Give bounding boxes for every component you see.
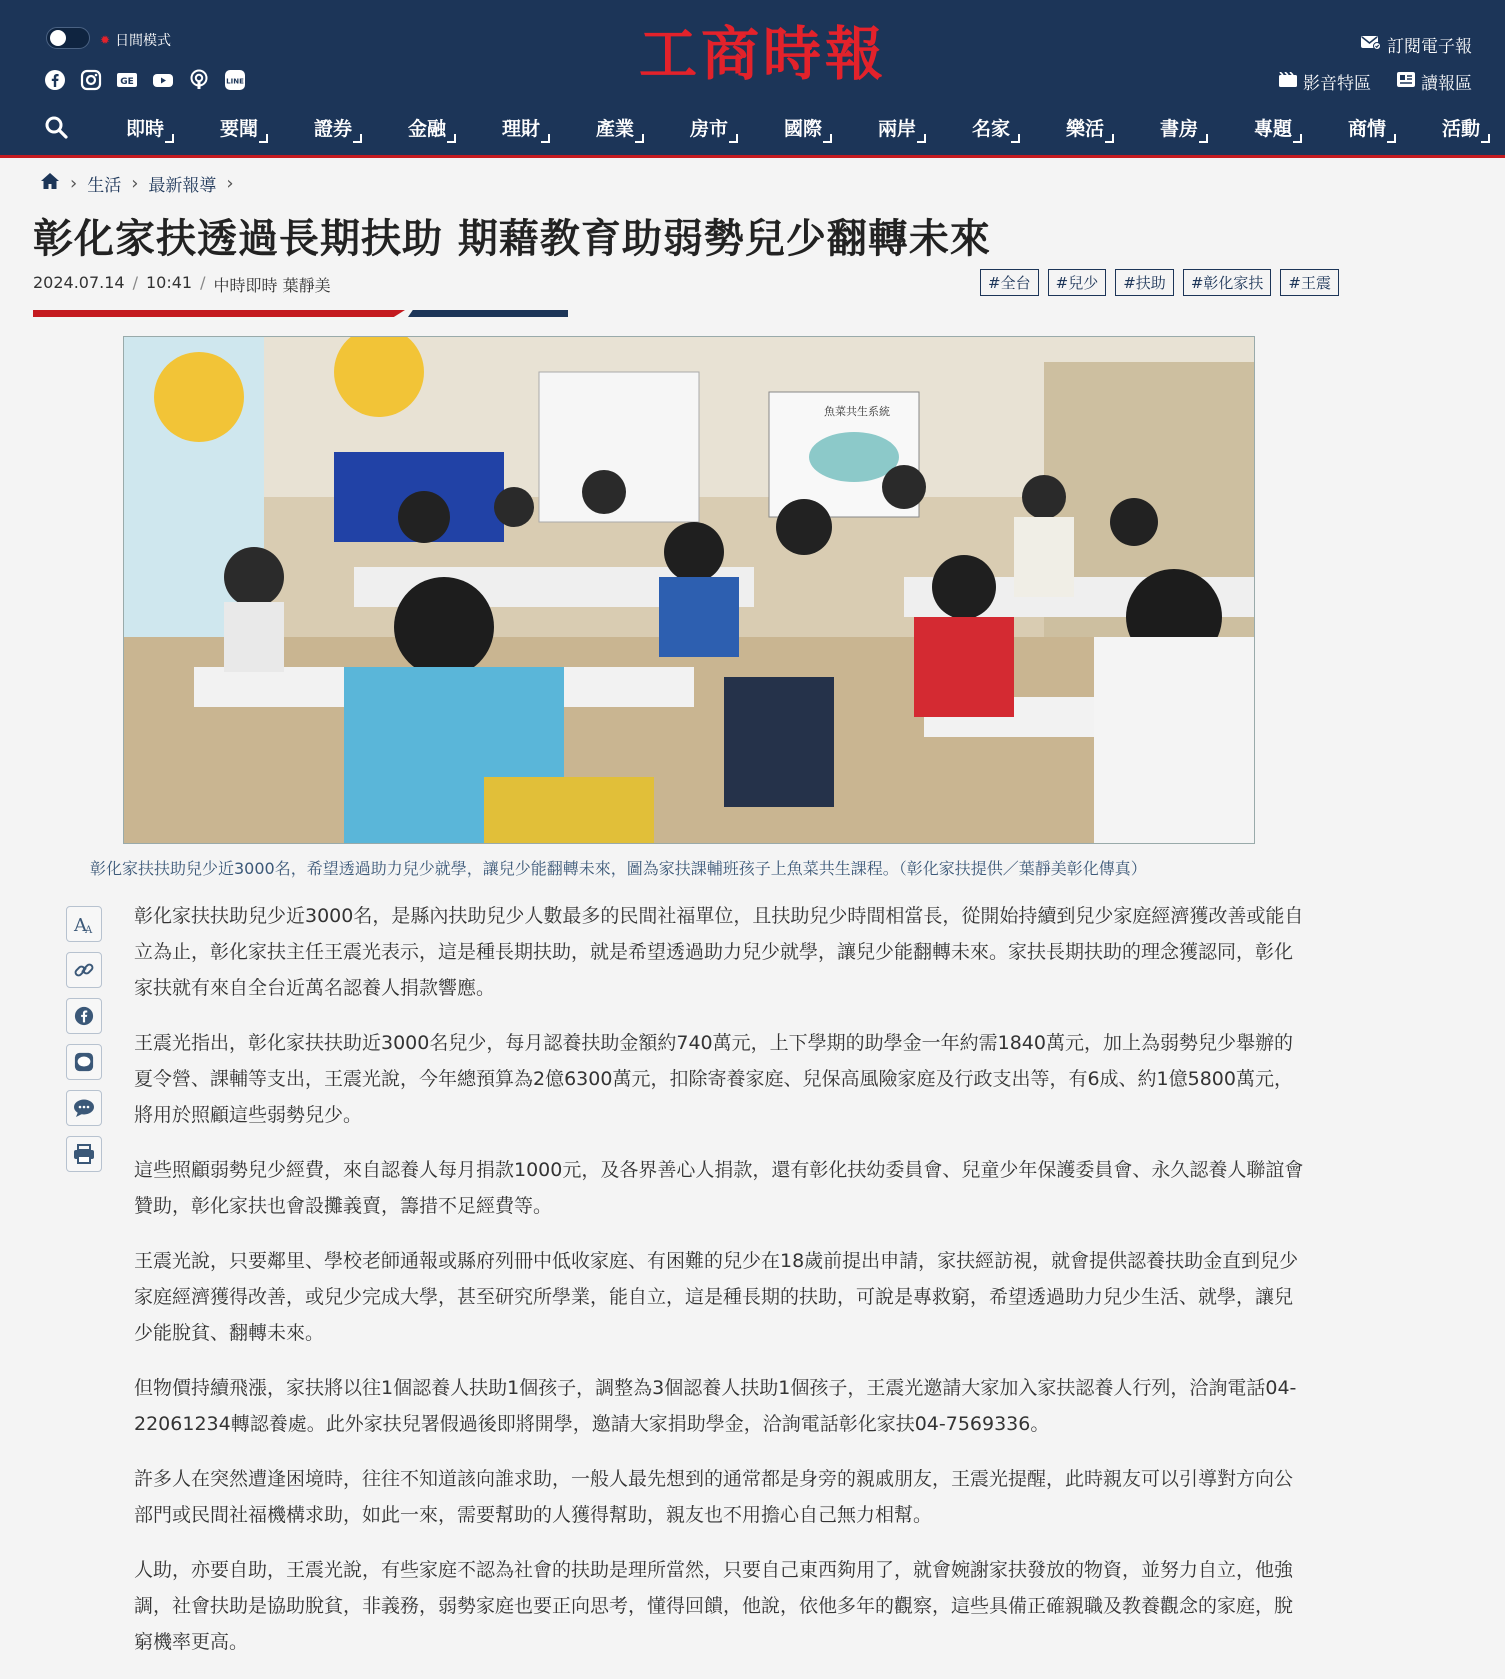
title-underline-blue [408, 310, 568, 317]
article-paragraph: 王震光指出，彰化家扶扶助近3000名兒少，每月認養扶助金額約740萬元，上下學期的助學金一年約需1840萬元，加上為弱勢兒少舉辦的夏令營、課輔等支出，王震光說，今年總預算為2億6300萬元，扣除寄養家庭、兒保高風險家庭及行政支出等，有6成、約1億5800萬元，將用於照顧這些弱勢兒少。 [134, 1032, 1293, 1126]
subscribe-link[interactable] [1279, 32, 1472, 57]
breadcrumb-latest[interactable]: 最新報導 [148, 176, 217, 196]
chevron-right-icon: › [70, 173, 78, 194]
tag-label: 王震 [1300, 274, 1331, 292]
svg-text:A: A [74, 915, 87, 935]
nav-item-securities[interactable]: 證券 [286, 114, 380, 141]
nav-item-instant[interactable]: 即時 [98, 114, 192, 141]
nav-item-lifestyle[interactable]: 樂活 [1038, 114, 1132, 141]
article-tools [66, 906, 102, 1172]
nav-item-wealth[interactable]: 理財 [474, 114, 568, 141]
reader-section-link[interactable] [1397, 69, 1472, 94]
tag-label: 兒少 [1068, 274, 1099, 292]
meta-separator: / [200, 273, 206, 292]
nav-item-headlines[interactable]: 要聞 [192, 114, 286, 141]
article-paragraph: 人助，亦要自助，王震光說，有些家庭不認為社會的扶助是理所當然，只要自己東西夠用了，就會婉謝家扶發放的物資，並努力自立，他強調，社會扶助是協助脫貧，非義務，弱勢家庭也要正向思考，懂得回饋，他說，依他多年的觀察，這些具備正確親職及教養觀念的家庭，脫窮機率更高。 [134, 1559, 1294, 1653]
facebook-icon[interactable] [44, 69, 66, 91]
tag-label: 扶助 [1135, 274, 1166, 292]
tag-item[interactable] [980, 269, 1039, 296]
nav-item-cross-strait[interactable]: 兩岸 [850, 114, 944, 141]
tag-item[interactable] [1280, 269, 1339, 296]
article-paragraph: 許多人在突然遭逢困境時，往往不知道該向誰求助，一般人最先想到的通常都是身旁的親戚朋友，王震光提醒，此時親友可以引導對方向公部門或民間社福機構求助，如此一來，需要幫助的人獲得幫助，親友也不用擔心自己無力相幫。 [134, 1468, 1294, 1526]
nav-item-special[interactable]: 專題 [1226, 114, 1320, 141]
instagram-icon[interactable] [80, 69, 102, 91]
line-icon[interactable] [224, 69, 246, 91]
breadcrumb-life[interactable]: 生活 [87, 176, 122, 196]
dark-mode-toggle[interactable] [46, 27, 90, 49]
hash-icon: # [1055, 274, 1069, 292]
share-line-icon[interactable] [66, 1044, 102, 1080]
nav-item-realestate[interactable]: 房市 [662, 114, 756, 141]
day-mode-label: 日間模式 [115, 33, 172, 49]
nav-item-international[interactable]: 國際 [756, 114, 850, 141]
article-paragraph: 但物價持續飛漲，家扶將以往1個認養人扶助1個孩子，調整為3個認養人扶助1個孩子，王震光邀請大家加入家扶認養人行列，洽詢電話04-22061234轉認養處。此外家扶兒署假過後即將開學，邀請大家捐助學金，洽詢電話彰化家扶04-7569336。 [134, 1377, 1297, 1435]
print-icon[interactable] [66, 1136, 102, 1172]
video-label: 影音特區 [1303, 74, 1371, 94]
sun-icon: ✹ [100, 33, 111, 47]
article-paragraph: 彰化家扶扶助兒少近3000名，是縣內扶助兒少人數最多的民間社福單位，且扶助兒少時間相當長，從開始持續到兒少家庭經濟獲改善或能自立為止，彰化家扶主任王震光表示，這是種長期扶助，就是希望透過助力兒少就學，讓兒少能翻轉未來。家扶長期扶助的理念獲認同，彰化家扶就有來自全台近萬名認養人捐款響應。 [134, 905, 1304, 999]
search-icon[interactable] [44, 112, 74, 142]
title-underline-red [33, 310, 405, 317]
article-title: 彰化家扶透過長期扶助 期藉教育助弱勢兒少翻轉未來 [33, 215, 991, 262]
photo-caption: 彰化家扶扶助兒少近3000名，希望透過助力兒少就學，讓兒少能翻轉未來，圖為家扶課輔班孩子上魚菜共生課程。（彰化家扶提供／葉靜美彰化傳真） [90, 859, 1147, 878]
site-header [0, 0, 1505, 155]
chevron-right-icon: › [131, 173, 139, 194]
breadcrumb [40, 171, 234, 196]
nav-item-business[interactable]: 商情 [1320, 114, 1414, 141]
nav-item-finance[interactable]: 金融 [380, 114, 474, 141]
svg-text:LINE: LINE [226, 77, 244, 86]
nav-item-columnists[interactable]: 名家 [944, 114, 1038, 141]
nav-item-industry[interactable]: 產業 [568, 114, 662, 141]
newspaper-icon [1397, 72, 1415, 92]
day-mode-indicator [100, 30, 171, 50]
film-icon [1279, 72, 1297, 92]
share-facebook-icon[interactable] [66, 998, 102, 1034]
podcast-icon[interactable] [188, 69, 210, 91]
chevron-right-icon: › [226, 173, 234, 194]
svg-text:A: A [85, 925, 93, 935]
comment-icon[interactable] [66, 1090, 102, 1126]
article-date: 2024.07.14 [33, 273, 125, 292]
article-photo[interactable] [123, 336, 1255, 844]
copy-link-icon[interactable] [66, 952, 102, 988]
site-logo[interactable] [623, 18, 903, 90]
article-paragraph: 王震光說，只要鄰里、學校老師通報或縣府列冊中低收家庭、有困難的兒少在18歲前提出申請，家扶經訪視，就會提供認養扶助金直到兒少家庭經濟獲得改善，或兒少完成大學，甚至研究所學業，能自立，這是種長期的扶助，可說是專救窮，希望透過助力兒少生活、就學，讓兒少能脫貧、翻轉未來。 [134, 1250, 1299, 1344]
hash-icon: # [1288, 274, 1301, 292]
tag-label: 彰化家扶 [1203, 274, 1264, 292]
tag-label: 全台 [1000, 274, 1031, 292]
header-divider [0, 155, 1505, 158]
font-size-icon[interactable] [66, 906, 102, 942]
top-links [1279, 32, 1472, 94]
svg-text:魚菜共生系統: 魚菜共生系統 [824, 405, 890, 418]
mail-icon [1361, 34, 1381, 55]
ge-icon[interactable] [116, 69, 138, 91]
toggle-knob [50, 30, 66, 46]
svg-text:GE: GE [120, 77, 134, 87]
nav-item-books[interactable]: 書房 [1132, 114, 1226, 141]
article-time: 10:41 [146, 273, 193, 292]
hash-icon: # [1123, 274, 1136, 292]
tag-item[interactable] [1183, 269, 1272, 296]
home-icon[interactable] [40, 172, 60, 195]
main-nav [44, 112, 1505, 142]
hash-icon: # [988, 274, 1001, 292]
reader-label: 讀報區 [1421, 74, 1472, 94]
svg-text:工商時報: 工商時報 [638, 20, 888, 88]
youtube-icon[interactable] [152, 69, 174, 91]
subscribe-label: 訂閱電子報 [1387, 37, 1472, 57]
nav-item-events[interactable]: 活動 [1414, 114, 1505, 141]
tag-item[interactable] [1115, 269, 1174, 296]
hash-icon: # [1190, 274, 1204, 292]
article-meta [33, 273, 331, 296]
meta-separator: / [132, 273, 138, 292]
article-author[interactable]: 中時即時 葉靜美 [213, 276, 331, 295]
article-paragraph: 這些照顧弱勢兒少經費，來自認養人每月捐款1000元，及各界善心人捐款，還有彰化扶幼委員會、兒童少年保護委員會、永久認養人聯誼會贊助，彰化家扶也會設攤義賣，籌措不足經費等。 [134, 1159, 1304, 1217]
article-body [134, 898, 1306, 1679]
tag-list [980, 269, 1339, 296]
tag-item[interactable] [1048, 269, 1107, 296]
video-section-link[interactable] [1279, 69, 1371, 94]
social-links [44, 69, 246, 91]
